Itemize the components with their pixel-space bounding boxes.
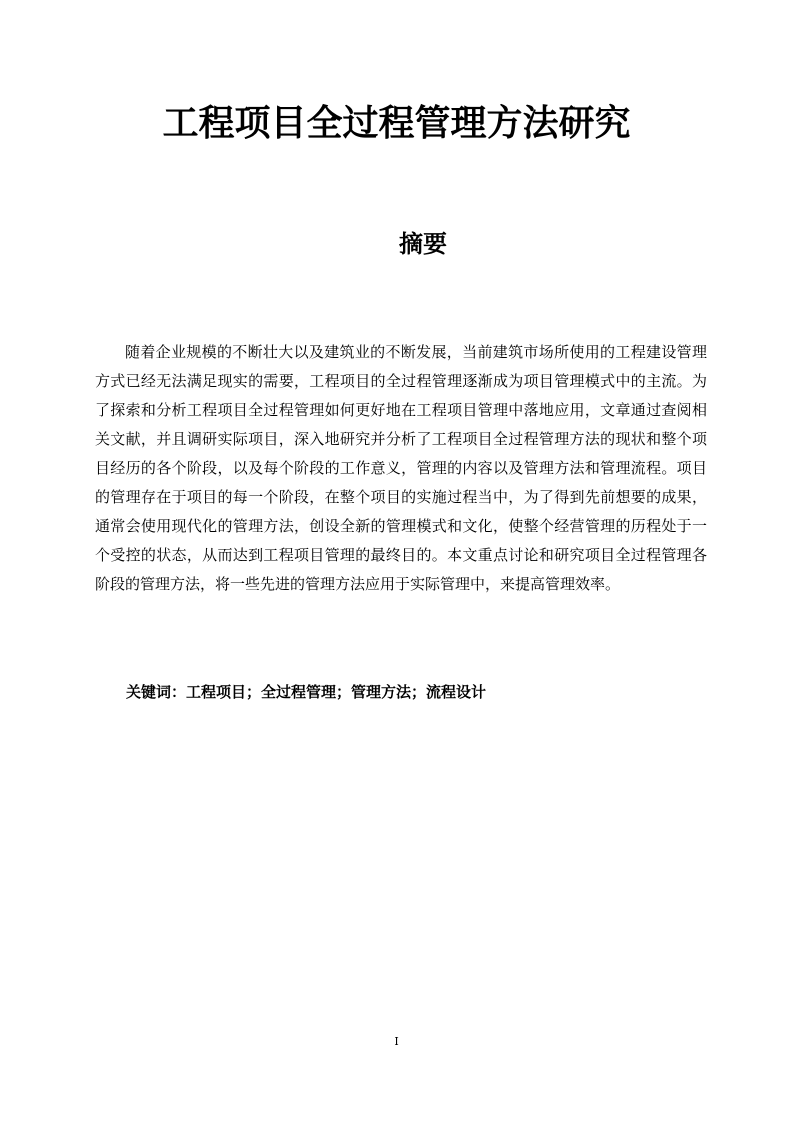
document-title: 工程项目全过程管理方法研究 xyxy=(162,103,631,144)
page-number: I xyxy=(394,1035,399,1048)
abstract-heading: 摘要 xyxy=(399,230,447,258)
abstract-body: 随着企业规模的不断壮大以及建筑业的不断发展，当前建筑市场所使用的工程建设管理方式已经无法满足现实的需要，工程项目的全过程管理逐渐成为项目管理模式中的主流。为了探索和分析工程项目全过程管理如何更好地在工程项目管理中落地应用，文章通过查阅相关文献，并且调研实际项目，深入地研究并分析了工程项目全过程管理方法的现状和整个项目经历的各个阶段，以及每个阶段的工作意义，管理的内容以及管理方法和管理流程。项目的管理存在于项目的每一个阶段，在整个项目的实施过程当中，为了得到先前想要的成果，通常会使用现代化的管理方法，创设全新的管理模式和文化，使整个经营管理的历程处于一个受控的状态，从而达到工程项目管理的最终目的。本文重点讨论和研究项目全过程管理各阶段的管理方法，将一些先进的管理方法应用于实际管理中，来提高管理效率。 xyxy=(95,343,707,593)
keywords-line: 关键词：工程项目；全过程管理；管理方法；流程设计 xyxy=(126,683,487,701)
